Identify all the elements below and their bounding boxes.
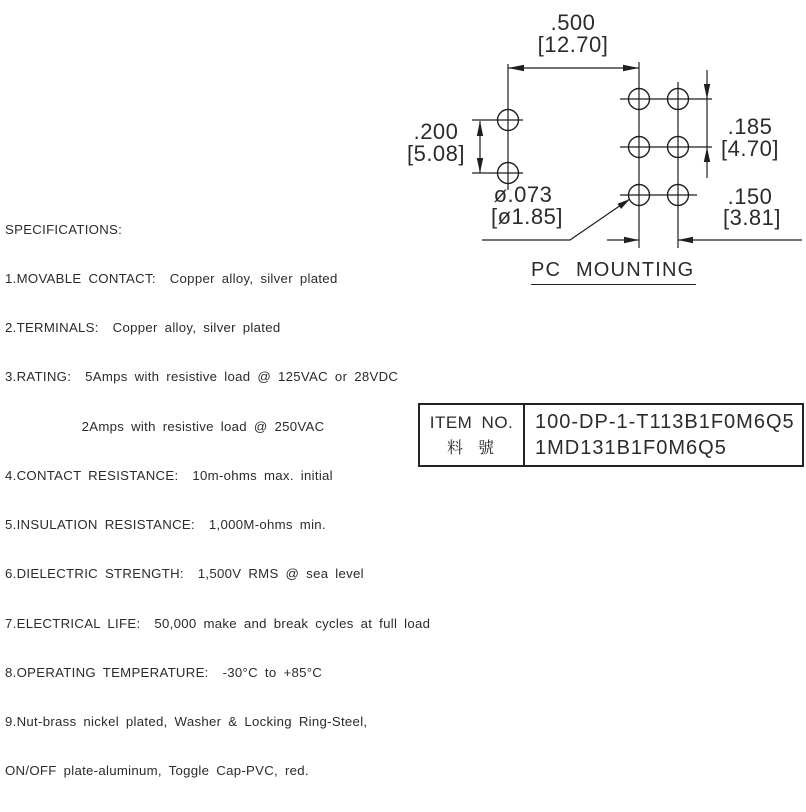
spec-line: 9.Nut-brass nickel plated, Washer & Locking Ring-Steel, [5,714,368,729]
item-no-label-zh: 料 號 [447,439,496,457]
dim-grid-row-spacing-inch: .185 [727,114,773,139]
dim-pole-spacing-inch: .500 [550,10,596,35]
dim-left-hole-spacing [477,121,483,173]
dim-grid-col-spacing-mm: [3.81] [722,205,782,230]
dim-grid-col-spacing [607,237,802,243]
specifications-block [5,189,430,812]
spec-line: 2Amps with resistive load @ 250VAC [5,418,325,434]
part-number-secondary: 1MD131B1F0M6Q5 [535,437,727,459]
dim-grid-row-spacing [704,70,710,178]
spec-line: 1.MOVABLE CONTACT: Copper alloy, silver plated [5,271,338,287]
dim-pole-spacing [508,65,639,71]
spec-line: 7.ELECTRICAL LIFE: 50,000 make and break cycles at full load [5,615,431,631]
spec-line: 5.INSULATION RESISTANCE: 1,000M-ohms min. [5,517,326,533]
spec-line: ON/OFF plate-aluminum, Toggle Cap-PVC, red. [5,763,309,779]
item-no-label-en: ITEM NO. [429,412,514,432]
dim-pole-spacing-mm: [12.70] [537,32,609,57]
spec-line: SPECIFICATIONS: [5,221,123,237]
part-number-primary: 100-DP-1-T113B1F0M6Q5 [535,411,795,433]
dim-left-hole-spacing-inch: .200 [413,119,459,144]
spec-line: 6.DIELECTRIC STRENGTH: 1,500V RMS @ sea level [5,566,364,582]
item-no-label-cell [420,405,525,465]
spec-line: 3.RATING: 5Amps with resistive load @ 125VAC or 28VDC [5,369,399,385]
dim-hole-diameter-inch: ø.073 [493,182,553,207]
spec-line: 4.CONTACT RESISTANCE: 10m-ohms max. initial [5,467,333,483]
dim-left-hole-spacing-mm: [5.08] [406,141,466,166]
dim-grid-row-spacing-mm: [4.70] [720,136,780,161]
item-number-table [418,403,804,467]
dim-hole-diameter-mm: [ø1.85] [491,204,563,229]
dim-grid-col-spacing-inch: .150 [727,184,773,209]
grid-mounting-holes [620,62,712,248]
drawing-title: PC MOUNTING [531,260,696,285]
spec-line: 2.TERMINALS: Copper alloy, silver plated [5,320,281,336]
spec-line: 8.OPERATING TEMPERATURE: -30°C to +85°C [5,664,323,680]
item-no-value-cell [525,405,802,465]
